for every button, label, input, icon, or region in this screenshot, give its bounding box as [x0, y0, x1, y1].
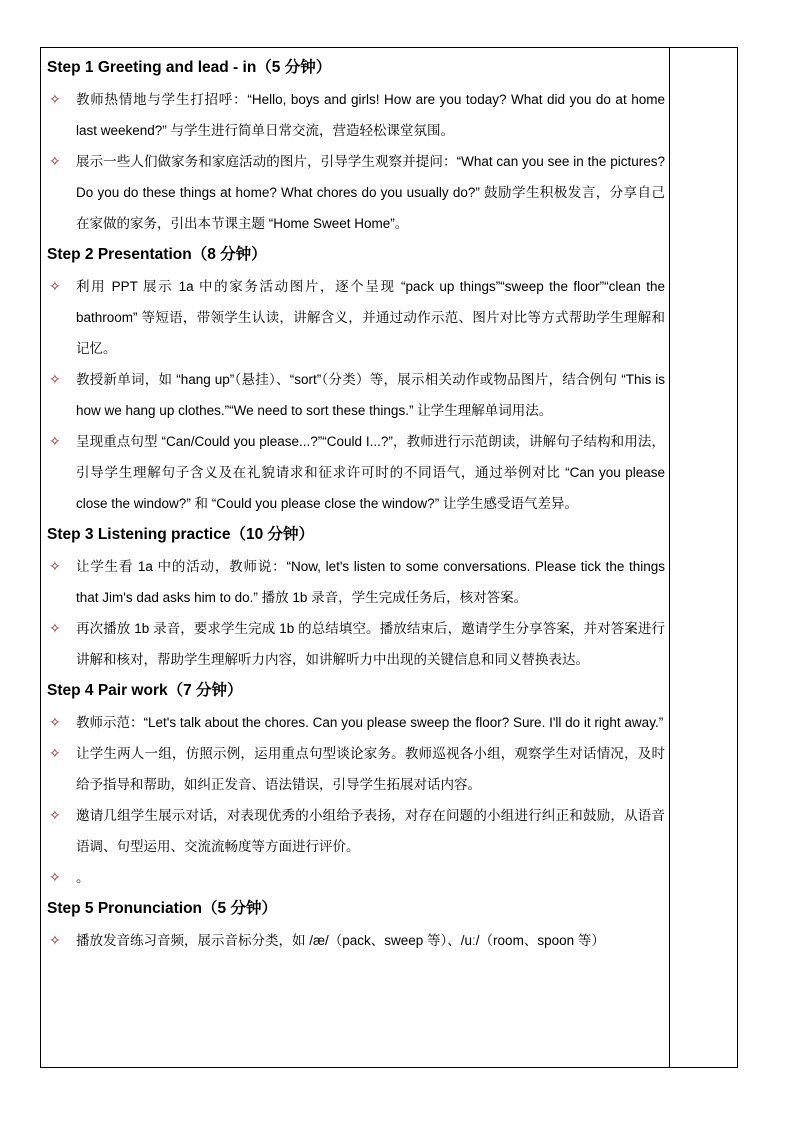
step-heading: Step 3 Listening practice（10 分钟） — [47, 526, 315, 543]
diamond-star-bullet-icon: ✧ — [49, 745, 61, 761]
list-item — [47, 738, 665, 800]
list-item — [47, 613, 665, 675]
list-item-text: 再次播放 1b 录音，要求学生完成 1b 的总结填空。播放结束后，邀请学生分享答案，并对答案进行讲解和核对，帮助学生理解听力内容，如讲解听力中出现的关键信息和同义替换表达。 — [76, 621, 665, 667]
step-heading: Step 2 Presentation（8 分钟） — [47, 246, 267, 263]
list-item — [47, 862, 665, 893]
diamond-star-bullet-icon: ✧ — [49, 932, 61, 948]
list-item-text: 教师示范：“Let's talk about the chores. Can you please sweep the floor? Sure. I'll do it right away.” — [76, 715, 664, 730]
list-item — [47, 707, 665, 738]
diamond-star-bullet-icon: ✧ — [49, 807, 61, 823]
diamond-star-bullet-icon: ✧ — [49, 714, 61, 730]
diamond-star-bullet-icon: ✧ — [49, 153, 61, 169]
list-item-text: 利用 PPT 展示 1a 中的家务活动图片，逐个呈现 “pack up things”“sweep the floor”“clean the bathroom” 等短语，带领学生认读，讲解含义，并通过动作示范、图片对比等方式帮助学生理解和记忆。 — [76, 279, 665, 356]
diamond-star-bullet-icon: ✧ — [49, 869, 61, 885]
list-item — [47, 800, 665, 862]
list-item — [47, 364, 665, 426]
list-item-text: 播放发音练习音频，展示音标分类，如 /æ/（pack、sweep 等）、/uː/（room、spoon 等） — [76, 933, 605, 948]
list-item-text: 让学生两人一组，仿照示例，运用重点句型谈论家务。教师巡视各小组，观察学生对话情况，及时给予指导和帮助，如纠正发音、语法错误，引导学生拓展对话内容。 — [76, 746, 665, 792]
list-item-text: 让学生看 1a 中的活动，教师说：“Now, let's listen to some conversations. Please tick the things that Jim's dad asks him to do.” 播放 1b 录音，学生完成任务后，核对答案。 — [76, 559, 665, 605]
list-item-text: 教师热情地与学生打招呼：“Hello, boys and girls! How are you today? What did you do at home last weekend?” 与学生进行简单日常交流，营造轻松课堂氛围。 — [76, 92, 665, 138]
list-item-text: 呈现重点句型 “Can/Could you please...?”“Could I...?”，教师进行示范朗读，讲解句子结构和用法，引导学生理解句子含义及在礼貌请求和征求许可时的不同语气，通过举例对比 “Can you please close the window?” 和 “Could you please close the window?” 让学生感受语气差异。 — [76, 434, 665, 511]
list-item-text: 邀请几组学生展示对话，对表现优秀的小组给予表扬，对存在问题的小组进行纠正和鼓励，从语音语调、句型运用、交流流畅度等方面进行评价。 — [76, 808, 665, 854]
diamond-star-bullet-icon: ✧ — [49, 620, 61, 636]
diamond-star-bullet-icon: ✧ — [49, 91, 61, 107]
list-item — [47, 84, 665, 146]
list-item — [47, 925, 665, 956]
diamond-star-bullet-icon: ✧ — [49, 433, 61, 449]
list-item-text: 教授新单词，如 “hang up”（悬挂）、“sort”（分类）等，展示相关动作或物品图片，结合例句 “This is how we hang up clothes.”“We need to sort these things.” 让学生理解单词用法。 — [76, 372, 665, 418]
diamond-star-bullet-icon: ✧ — [49, 558, 61, 574]
step-heading: Step 5 Pronunciation（5 分钟） — [47, 900, 277, 917]
step-heading: Step 4 Pair work（7 分钟） — [47, 682, 243, 699]
list-item — [47, 271, 665, 364]
teaching-procedure-cell — [47, 52, 665, 956]
step-heading: Step 1 Greeting and lead - in（5 分钟） — [47, 59, 332, 76]
list-item — [47, 146, 665, 239]
list-item — [47, 426, 665, 519]
list-item-text: 。 — [76, 870, 90, 885]
diamond-star-bullet-icon: ✧ — [49, 371, 61, 387]
list-item — [47, 551, 665, 613]
list-item-text: 展示一些人们做家务和家庭活动的图片，引导学生观察并提问：“What can you see in the pictures? Do you do these things at home? What chores do you usually do?” 鼓励学生积极发言，分享自己在家做的家务，引出本节课主题 “Home Sweet Home”。 — [76, 154, 665, 231]
table-column-divider — [669, 47, 670, 1068]
diamond-star-bullet-icon: ✧ — [49, 278, 61, 294]
